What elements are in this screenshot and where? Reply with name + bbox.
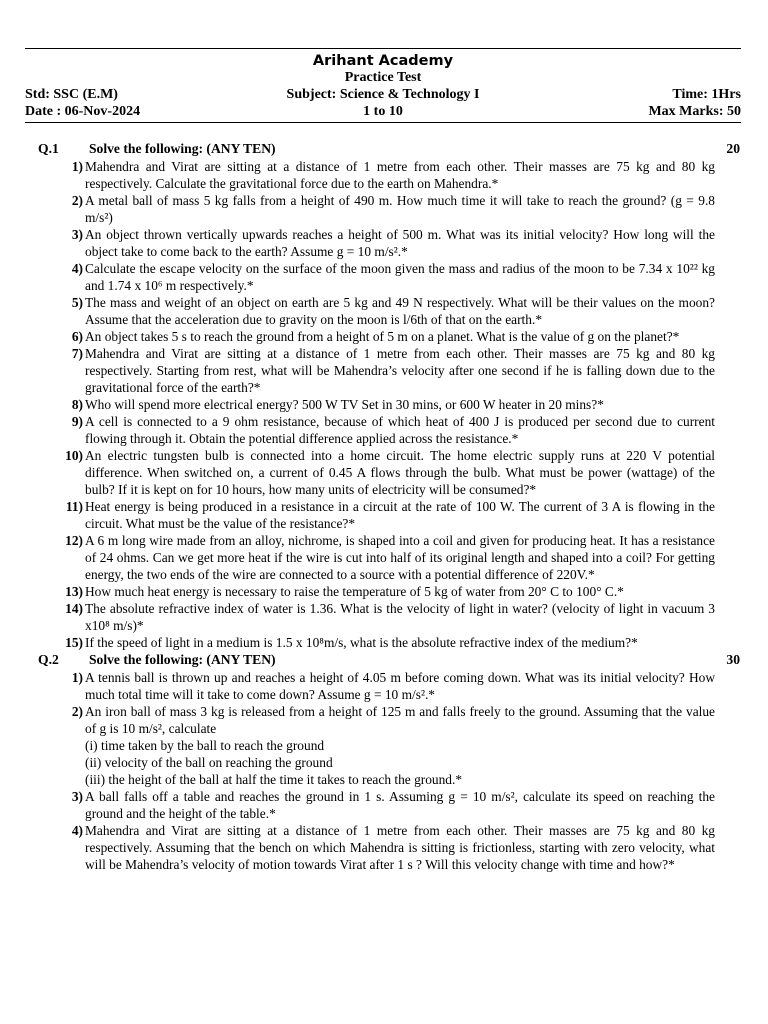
question-number: 2) — [71, 704, 83, 719]
range-label: 1 to 10 — [363, 104, 403, 119]
question-number: 4) — [71, 823, 83, 838]
question-number: 13) — [65, 584, 83, 599]
question-number: 1) — [71, 159, 83, 174]
question-number: 6) — [71, 329, 83, 344]
question-item — [71, 294, 715, 328]
question-text: An object thrown vertically upwards reaches a height of 500 m. What was its initial velocity? How long will the object take to come back to the earth? Assume g = 10 m/s².* — [85, 227, 715, 259]
max-marks-label: Max Marks: 50 — [648, 104, 741, 119]
question-item — [71, 226, 715, 260]
question-text: If the speed of light in a medium is 1.5 x 10⁸m/s, what is the absolute refractive index of the medium?* — [85, 635, 638, 650]
question-item — [71, 260, 715, 294]
question-text: The absolute refractive index of water is 1.36. What is the velocity of light in water? (velocity of light in vacuum 3 x10⁸ m/s)* — [85, 601, 715, 633]
question-item — [71, 822, 715, 873]
question-text: Mahendra and Virat are sitting at a distance of 1 metre from each other. Their masses are 75 kg and 80 kg respectively. Calculate the gravitational force due to the earth on Mahendra.* — [85, 159, 715, 191]
question-item — [71, 396, 715, 413]
question-number: 8) — [71, 397, 83, 412]
q1-marks: 20 — [726, 141, 740, 156]
q1-instruction: Solve the following: (ANY TEN) — [89, 141, 276, 156]
question-number: 4) — [71, 261, 83, 276]
question-item — [71, 345, 715, 396]
q1-heading — [38, 141, 740, 158]
q2-instruction: Solve the following: (ANY TEN) — [89, 652, 276, 667]
question-text: The mass and weight of an object on earth are 5 kg and 49 N respectively. What will be their values on the moon? Assume that the acceleration due to gravity on the moon is l/6th of that on the earth.* — [85, 295, 715, 327]
question-text: An iron ball of mass 3 kg is released from a height of 125 m and falls freely to the ground. Assuming that the value of g is 10 m/s², calculate — [85, 704, 715, 736]
academy-name: Arihant Academy — [312, 53, 454, 69]
sub-question: (i) time taken by the ball to reach the ground — [85, 738, 325, 753]
question-text: A cell is connected to a 9 ohm resistance, because of which heat of 400 J is produced per second due to current flowing through it. Obtain the potential difference applied across the resistance.* — [85, 414, 715, 446]
question-item — [71, 158, 715, 192]
question-text: Mahendra and Virat are sitting at a distance of 1 metre from each other. Their masses are 75 kg and 80 kg respectively. Assuming that the bench on which Mahendra is sitting is frictionless, starting with zero velocity, what will be Mahendra’s velocity of motion towards Virat after 1 s ? Will this velocity change with time and how?* — [85, 823, 715, 872]
question-text: Heat energy is being produced in a resistance in a circuit at the rate of 100 W. The current of 3 A is flowing in the circuit. What must be the value of the resistance?* — [85, 499, 715, 531]
question-text: Mahendra and Virat are sitting at a distance of 1 metre from each other. Their masses are 75 kg and 80 kg respectively. Starting from rest, what will be Mahendra’s velocity after one second if he is falling down due to the gravitational force of the earth?* — [85, 346, 715, 395]
question-number: 11) — [65, 499, 83, 514]
question-item — [65, 447, 715, 498]
question-text: Who will spend more electrical energy? 500 W TV Set in 30 mins, or 600 W heater in 20 mins?* — [85, 397, 604, 412]
question-item — [71, 413, 715, 447]
q2-marks: 30 — [726, 652, 740, 667]
question-text: A ball falls off a table and reaches the ground in 1 s. Assuming g = 10 m/s², calculate its speed on reaching the ground and the height of the table.* — [85, 789, 715, 821]
question-number: 7) — [71, 346, 83, 361]
question-number: 12) — [65, 533, 83, 548]
question-number: 3) — [71, 227, 83, 242]
sub-question: (iii) the height of the ball at half the time it takes to reach the ground.* — [85, 772, 463, 787]
header-row-1 — [25, 87, 741, 105]
question-text: A metal ball of mass 5 kg falls from a height of 490 m. How much time it will take to reach the ground? (g = 9.8 m/s²) — [85, 193, 715, 225]
question-text: Calculate the escape velocity on the surface of the moon given the mass and radius of the moon to be 7.34 x 10²² kg and 1.74 x 10⁶ m respectively.* — [85, 261, 715, 293]
question-item — [65, 634, 715, 651]
question-item — [65, 583, 715, 600]
question-item — [71, 788, 715, 822]
question-number: 14) — [65, 601, 83, 616]
question-number: 3) — [71, 789, 83, 804]
paper-header — [25, 48, 741, 123]
question-number: 5) — [71, 295, 83, 310]
header-row-2 — [25, 104, 741, 122]
question-item — [65, 600, 715, 634]
date-label: Date : 06-Nov-2024 — [25, 104, 141, 119]
question-number: 2) — [71, 193, 83, 208]
question-text: How much heat energy is necessary to raise the temperature of 5 kg of water from 20° C to 100° C.* — [85, 584, 624, 599]
q1-number: Q.1 — [38, 141, 59, 156]
question-number: 10) — [65, 448, 83, 463]
q1-question-list — [65, 158, 715, 651]
q2-heading — [38, 652, 740, 669]
question-text: A tennis ball is thrown up and reaches a height of 4.05 m before coming down. What was its initial velocity? How much total time will it take to come down? Assume g = 10 m/s².* — [85, 670, 715, 702]
test-title: Practice Test — [344, 70, 422, 85]
q2-question-list — [71, 669, 715, 873]
question-number: 1) — [71, 670, 83, 685]
question-item — [71, 192, 715, 226]
time-label: Time: 1Hrs — [672, 87, 741, 102]
q2-number: Q.2 — [38, 652, 59, 667]
question-item — [71, 669, 715, 703]
sub-question: (ii) velocity of the ball on reaching the ground — [85, 755, 333, 770]
question-number: 9) — [71, 414, 83, 429]
question-number: 15) — [65, 635, 83, 650]
question-text: An object takes 5 s to reach the ground from a height of 5 m on a planet. What is the value of g on the planet?* — [85, 329, 680, 344]
question-item — [71, 703, 715, 788]
std-label: Std: SSC (E.M) — [25, 87, 118, 102]
subject-label: Subject: Science & Technology I — [286, 87, 480, 102]
question-text: A 6 m long wire made from an alloy, nichrome, is shaped into a coil and given for producing heat. It has a resistance of 24 ohms. Can we get more heat if the wire is cut into half of its original length and shaped into a coil? For getting energy, the two ends of the wire are connected to a source with a potential difference of 220V.* — [85, 533, 715, 582]
question-item — [71, 328, 715, 345]
question-item — [65, 532, 715, 583]
question-text: An electric tungsten bulb is connected into a home circuit. The home electric supply runs at 220 V potential difference. When switched on, a current of 0.45 A flows through the bulb. What must be power (wattage) of the bulb? If it is kept on for 10 hours, how many units of electricity will be consumed?* — [85, 448, 715, 497]
question-item — [65, 498, 715, 532]
